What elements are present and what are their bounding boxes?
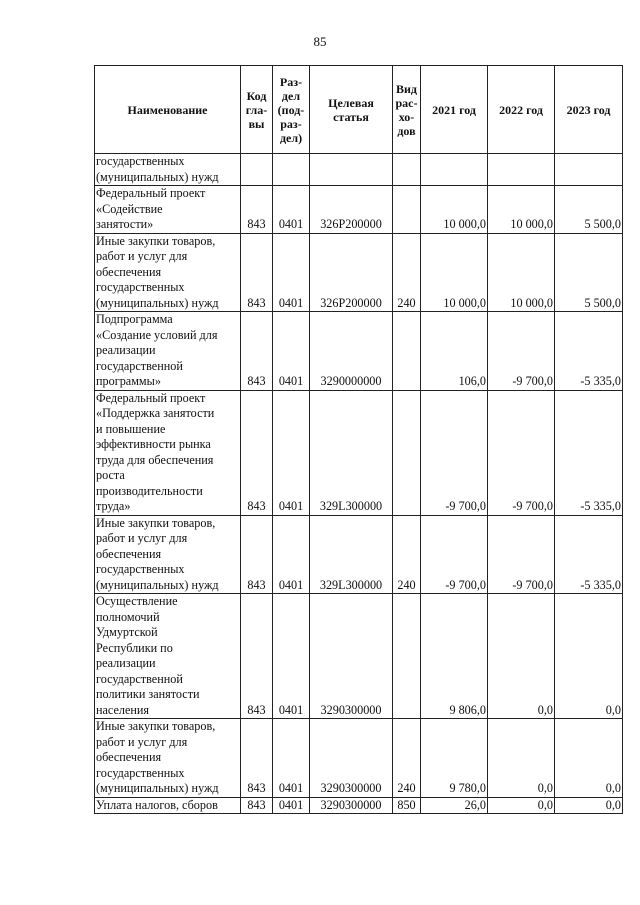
cell-name: Иные закупки товаров, работ и услуг для обеспечения государственных (муниципальных) нужд — [95, 515, 241, 594]
cell-exp — [393, 312, 421, 391]
cell-y2023 — [555, 154, 623, 186]
cell-y2023: 5 500,0 — [555, 186, 623, 234]
header-2021: 2021 год — [421, 66, 488, 154]
header-target: Целевая статья — [310, 66, 393, 154]
budget-table — [94, 65, 623, 814]
cell-exp — [393, 154, 421, 186]
cell-exp: 850 — [393, 797, 421, 814]
cell-name: государственных (муниципальных) нужд — [95, 154, 241, 186]
cell-name: Подпрограмма «Создание условий для реализации государственной программы» — [95, 312, 241, 391]
cell-y2021: 10 000,0 — [421, 233, 488, 312]
cell-y2021: 10 000,0 — [421, 186, 488, 234]
cell-y2022: -9 700,0 — [488, 390, 555, 515]
cell-y2021: 106,0 — [421, 312, 488, 391]
cell-y2022: 0,0 — [488, 594, 555, 719]
header-code: Код гла- вы — [241, 66, 273, 154]
cell-target: 329L300000 — [310, 390, 393, 515]
cell-target: 326P200000 — [310, 186, 393, 234]
cell-y2023: 0,0 — [555, 719, 623, 798]
cell-y2023: -5 335,0 — [555, 312, 623, 391]
cell-name: Иные закупки товаров, работ и услуг для обеспечения государственных (муниципальных) нужд — [95, 719, 241, 798]
cell-code: 843 — [241, 312, 273, 391]
cell-code — [241, 154, 273, 186]
cell-exp: 240 — [393, 233, 421, 312]
cell-section: 0401 — [273, 186, 310, 234]
cell-y2021: -9 700,0 — [421, 390, 488, 515]
table-row — [95, 154, 623, 186]
cell-y2022: -9 700,0 — [488, 515, 555, 594]
cell-y2021 — [421, 154, 488, 186]
cell-section: 0401 — [273, 719, 310, 798]
header-expense-type: Вид рас- хо- дов — [393, 66, 421, 154]
cell-y2021: 26,0 — [421, 797, 488, 814]
table-row — [95, 312, 623, 391]
table-row — [95, 719, 623, 798]
cell-y2022: 0,0 — [488, 797, 555, 814]
cell-code: 843 — [241, 515, 273, 594]
cell-code: 843 — [241, 233, 273, 312]
cell-code: 843 — [241, 390, 273, 515]
table-row — [95, 186, 623, 234]
table-row — [95, 515, 623, 594]
cell-target: 3290300000 — [310, 594, 393, 719]
cell-target: 3290300000 — [310, 719, 393, 798]
cell-y2023: 5 500,0 — [555, 233, 623, 312]
cell-target: 329L300000 — [310, 515, 393, 594]
cell-y2022: -9 700,0 — [488, 312, 555, 391]
cell-name: Уплата налогов, сборов — [95, 797, 241, 814]
table-body — [95, 154, 623, 814]
cell-target: 3290300000 — [310, 797, 393, 814]
cell-y2022: 10 000,0 — [488, 233, 555, 312]
table-header-row — [95, 66, 623, 154]
cell-y2021: 9 780,0 — [421, 719, 488, 798]
cell-code: 843 — [241, 594, 273, 719]
cell-exp — [393, 186, 421, 234]
cell-y2022 — [488, 154, 555, 186]
cell-section: 0401 — [273, 312, 310, 391]
cell-exp: 240 — [393, 719, 421, 798]
header-2023: 2023 год — [555, 66, 623, 154]
cell-y2023: 0,0 — [555, 797, 623, 814]
cell-y2023: -5 335,0 — [555, 515, 623, 594]
cell-y2022: 0,0 — [488, 719, 555, 798]
cell-name: Осуществление полномочий Удмуртской Республики по реализации государственной политики занятости населения — [95, 594, 241, 719]
cell-section: 0401 — [273, 515, 310, 594]
cell-name: Федеральный проект «Поддержка занятости и повышение эффективности рынка труда для обеспечения роста производительности труда» — [95, 390, 241, 515]
cell-section — [273, 154, 310, 186]
page-number: 85 — [313, 34, 327, 49]
header-section: Раз- дел (под- раз- дел) — [273, 66, 310, 154]
cell-name: Федеральный проект «Содействие занятости» — [95, 186, 241, 234]
cell-code: 843 — [241, 797, 273, 814]
cell-exp — [393, 390, 421, 515]
table-row — [95, 233, 623, 312]
table-row — [95, 797, 623, 814]
cell-section: 0401 — [273, 797, 310, 814]
cell-target: 3290000000 — [310, 312, 393, 391]
header-2022: 2022 год — [488, 66, 555, 154]
cell-code: 843 — [241, 719, 273, 798]
cell-y2023: -5 335,0 — [555, 390, 623, 515]
cell-y2021: -9 700,0 — [421, 515, 488, 594]
header-name: Наименование — [95, 66, 241, 154]
cell-y2023: 0,0 — [555, 594, 623, 719]
cell-section: 0401 — [273, 594, 310, 719]
cell-target — [310, 154, 393, 186]
cell-exp: 240 — [393, 515, 421, 594]
cell-section: 0401 — [273, 390, 310, 515]
table-row — [95, 390, 623, 515]
cell-y2022: 10 000,0 — [488, 186, 555, 234]
table-row — [95, 594, 623, 719]
cell-target: 326P200000 — [310, 233, 393, 312]
cell-y2021: 9 806,0 — [421, 594, 488, 719]
cell-name: Иные закупки товаров, работ и услуг для обеспечения государственных (муниципальных) нужд — [95, 233, 241, 312]
cell-section: 0401 — [273, 233, 310, 312]
cell-code: 843 — [241, 186, 273, 234]
cell-exp — [393, 594, 421, 719]
